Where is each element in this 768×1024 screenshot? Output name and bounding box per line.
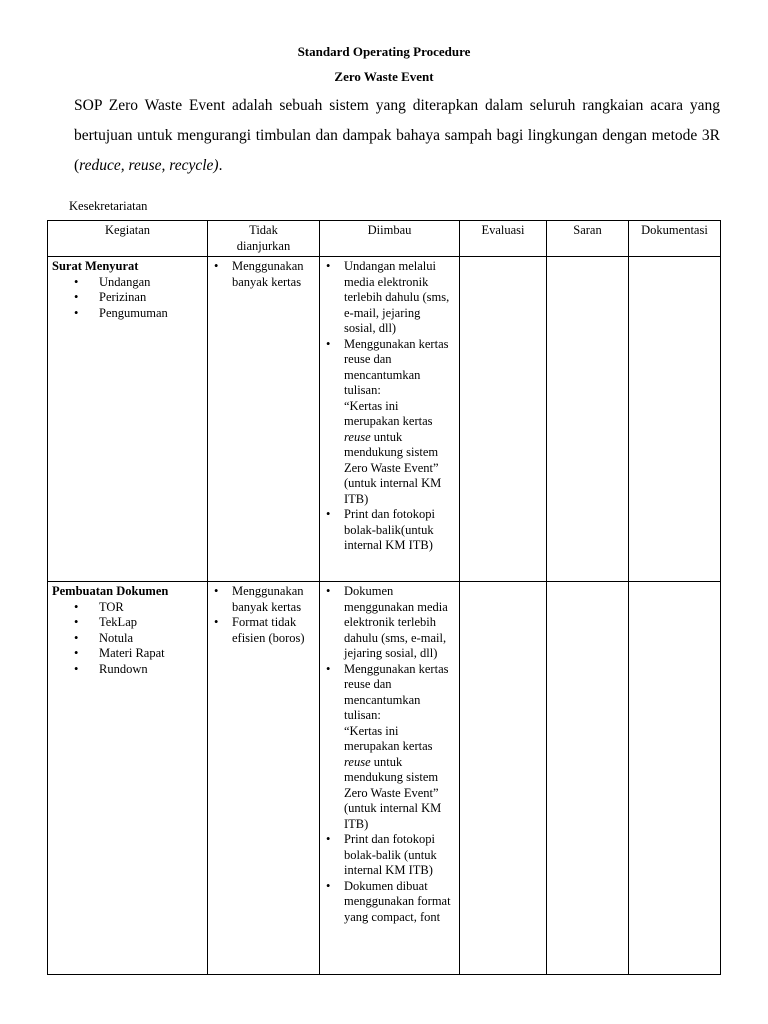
cell-kegiatan — [48, 582, 208, 975]
list-item: • Undangan melalui media elektronik terlebih dahulu (sms, e-mail, jejaring sosial, dll) — [324, 259, 455, 337]
item-italic-text: reuse — [344, 429, 371, 444]
recommended-list — [324, 584, 455, 925]
header-tidak-dianjurkan: Tidak dianjurkan — [208, 221, 320, 257]
header-dokumentasi: Dokumentasi — [629, 221, 721, 257]
list-item: • Pengumuman — [52, 306, 203, 322]
intro-end-text: . — [218, 157, 223, 174]
cell-evaluasi — [460, 582, 547, 975]
intro-paragraph — [74, 91, 720, 181]
not-recommended-list — [212, 584, 315, 646]
cell-saran — [547, 582, 629, 975]
cell-evaluasi — [460, 257, 547, 582]
cell-tidak-dianjurkan — [208, 257, 320, 582]
list-item: • Dokumen dibuat menggunakan format yang compact, font — [324, 879, 455, 926]
list-item: • TOR — [52, 600, 203, 616]
intro-text: SOP Zero Waste Event adalah sebuah sistem yang diterapkan dalam seluruh rangkaian acara yang bertujuan untuk mengurangi timbulan dan dampak bahaya sampah bagi lingkungan dengan metode 3R ( — [74, 97, 720, 174]
activity-list — [52, 600, 203, 678]
document-title: Standard Operating Procedure — [297, 44, 471, 59]
not-recommended-list — [212, 259, 315, 290]
item-text: untuk mendukung sistem Zero Waste Event” (untuk internal KM ITB) — [344, 429, 442, 506]
sop-table — [47, 220, 721, 975]
item-text: Menggunakan kertas reuse dan mencantumkan tulisan: “Kertas ini merupakan kertas — [344, 661, 449, 753]
list-item: • Format tidak efisien (boros) — [212, 615, 315, 646]
activity-list — [52, 275, 203, 322]
table-row — [48, 257, 721, 582]
item-italic-text: reuse — [344, 754, 371, 769]
intro-italic-text: reduce, reuse, recycle) — [79, 157, 219, 174]
list-item: • Dokumen menggunakan media elektronik terlebih dahulu (sms, e-mail, jejaring sosial, dll) — [324, 584, 455, 662]
list-item: • Notula — [52, 631, 203, 647]
list-item: • Menggunakan banyak kertas — [212, 259, 315, 290]
item-text: Menggunakan kertas reuse dan mencantumkan tulisan: “Kertas ini merupakan kertas — [344, 336, 449, 428]
list-item — [324, 337, 455, 508]
list-item: • Menggunakan banyak kertas — [212, 584, 315, 615]
header-diimbau: Diimbau — [320, 221, 460, 257]
item-text: untuk mendukung sistem Zero Waste Event” (untuk internal KM ITB) — [344, 754, 442, 831]
cell-dokumentasi — [629, 582, 721, 975]
section-label: Kesekretariatan — [69, 199, 148, 213]
list-item: • Print dan fotokopi bolak-balik (untuk internal KM ITB) — [324, 832, 455, 879]
header-evaluasi: Evaluasi — [460, 221, 547, 257]
cell-tidak-dianjurkan — [208, 582, 320, 975]
category-title: Pembuatan Dokumen — [52, 584, 169, 598]
cell-saran — [547, 257, 629, 582]
list-item: • Print dan fotokopi bolak-balik(untuk internal KM ITB) — [324, 507, 455, 554]
list-item: • Perizinan — [52, 290, 203, 306]
recommended-list — [324, 259, 455, 554]
cell-diimbau — [320, 582, 460, 975]
list-item: • TekLap — [52, 615, 203, 631]
header-saran: Saran — [547, 221, 629, 257]
list-item: • Materi Rapat — [52, 646, 203, 662]
document-subtitle: Zero Waste Event — [334, 69, 434, 84]
cell-diimbau — [320, 257, 460, 582]
list-item: • Undangan — [52, 275, 203, 291]
category-title: Surat Menyurat — [52, 259, 139, 273]
header-kegiatan: Kegiatan — [48, 221, 208, 257]
list-item: • Rundown — [52, 662, 203, 678]
table-row — [48, 582, 721, 975]
list-item — [324, 662, 455, 833]
table-header-row — [48, 221, 721, 257]
cell-kegiatan — [48, 257, 208, 582]
cell-dokumentasi — [629, 257, 721, 582]
